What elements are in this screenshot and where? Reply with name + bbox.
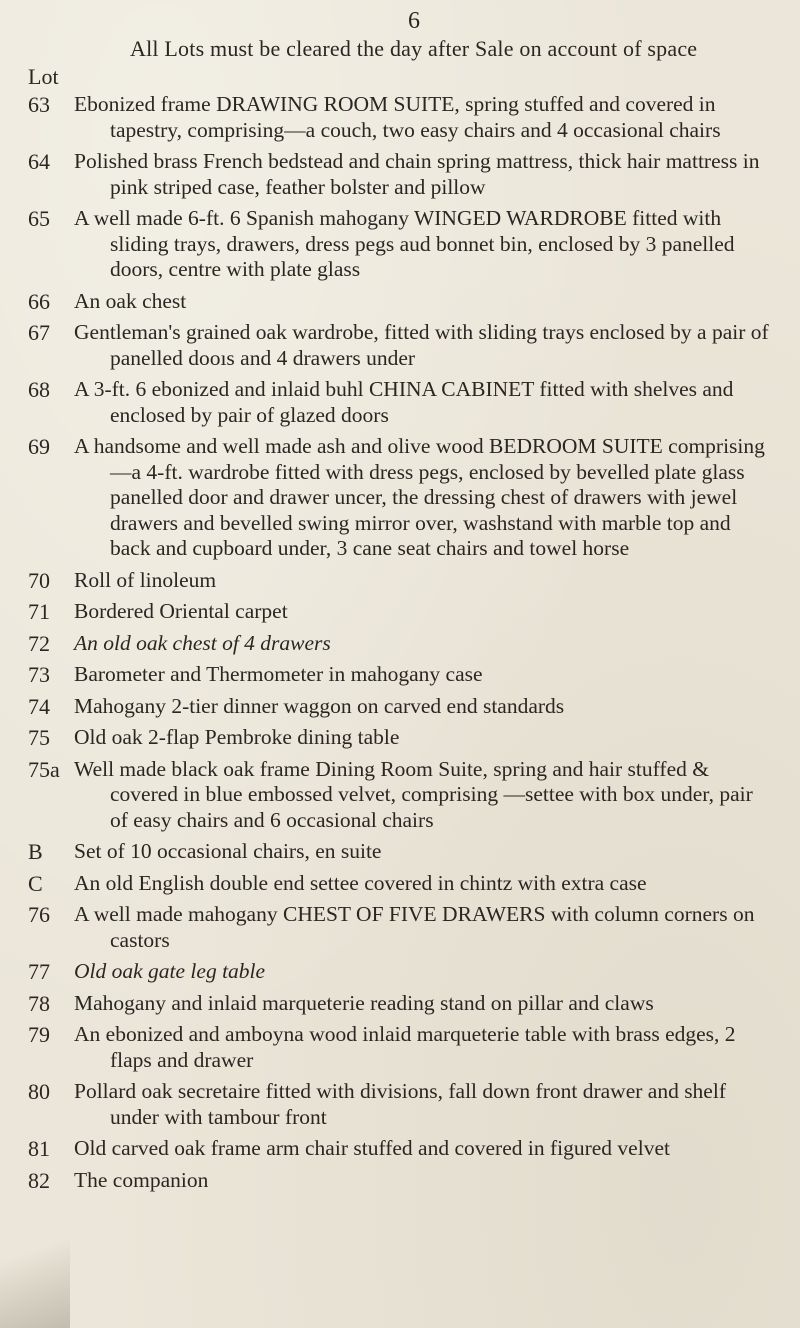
lot-entry-64 [0, 149, 800, 200]
lot-number: 82 [28, 1167, 50, 1193]
lot-description: Ebonized frame DRAWING ROOM SUITE, spring stuffed and covered in tapestry, comprising—a couch, two easy chairs and 4 occasional chairs [74, 92, 721, 142]
lot-entry-80 [0, 1079, 800, 1130]
clearance-notice: All Lots must be cleared the day after Sale on account of space [130, 36, 698, 61]
lot-description: Bordered Oriental carpet [74, 599, 288, 623]
lot-entry-68 [0, 377, 800, 428]
lot-number: 67 [28, 320, 50, 345]
lot-entry-75 [0, 725, 800, 751]
lot-description: An oak chest [74, 288, 187, 313]
page-number: 6 [408, 8, 420, 34]
lot-entry-74 [0, 694, 800, 720]
lot-entry-b [0, 839, 800, 865]
lot-description: Mahogany and inlaid marqueterie reading stand on pillar and claws [74, 990, 654, 1015]
lot-description: A 3-ft. 6 ebonized and inlaid buhl CHINA CABINET fitted with shelves and enclosed by pair of glazed doors [74, 377, 734, 427]
lot-entry-82 [0, 1168, 800, 1194]
lot-entry-72 [0, 631, 800, 657]
lot-entry-63 [0, 92, 800, 143]
lot-description: A well made 6-ft. 6 Spanish mahogany WINGED WARDROBE fitted with sliding trays, drawers, dress pegs aud bonnet bin, enclosed by 3 panelled doors, centre with plate glass [74, 206, 735, 281]
lot-description: Polished brass French bedstead and chain spring mattress, thick hair mattress in pink striped case, feather bolster and pillow [74, 149, 760, 199]
lot-list [0, 92, 800, 1199]
lot-number: 65 [28, 206, 50, 231]
lot-description: Roll of linoleum [74, 567, 217, 592]
lot-description: Pollard oak secretaire fitted with divisions, fall down front drawer and shelf under with tambour front [74, 1079, 726, 1129]
lot-entry-69 [0, 434, 800, 562]
lot-number: 70 [28, 567, 50, 593]
lot-number: 66 [28, 288, 50, 314]
lot-number: 81 [28, 1136, 50, 1161]
lot-number: B [28, 839, 43, 864]
lot-entry-77 [0, 959, 800, 985]
lot-description: Mahogany 2-tier dinner waggon on carved end standards [74, 693, 565, 718]
lot-entry-70 [0, 568, 800, 594]
lot-number: 63 [28, 92, 50, 117]
lot-description: Old carved oak frame arm chair stuffed and covered in figured velvet [74, 1136, 670, 1160]
lot-entry-c [0, 871, 800, 897]
lot-entry-73 [0, 662, 800, 688]
lot-description: An old English double end settee covered in chintz with extra case [74, 870, 647, 895]
lot-number: 77 [28, 959, 50, 984]
lot-number: 74 [28, 693, 50, 719]
lot-entry-67 [0, 320, 800, 371]
lot-description: A handsome and well made ash and olive wood BEDROOM SUITE comprising—a 4-ft. wardrobe fitted with dress pegs, enclosed by bevelled plate glass panelled door and drawer uncer, the dressing chest of drawers with jewel drawers and bevelled swing mirror over, washstand with marble top and back and cupboard under, 3 cane seat chairs and towel horse [74, 434, 765, 560]
lot-number: 76 [28, 902, 50, 927]
lot-number: 68 [28, 377, 50, 402]
lot-number: C [28, 870, 43, 896]
lot-description: The companion [74, 1167, 209, 1192]
lot-description: Well made black oak frame Dining Room Suite, spring and hair stuffed & covered in blue embossed velvet, comprising —settee with box under, pair of easy chairs and 6 occasional chairs [74, 756, 753, 832]
lot-description: Old oak 2-flap Pembroke dining table [74, 725, 400, 749]
lot-description: An old oak chest of 4 drawers [74, 630, 331, 655]
lot-number: 80 [28, 1079, 50, 1104]
lot-description: A well made mahogany CHEST OF FIVE DRAWERS with column corners on castors [74, 902, 755, 952]
lot-number: 79 [28, 1022, 50, 1047]
lot-entry-75a [0, 757, 800, 834]
lot-entry-79 [0, 1022, 800, 1073]
lot-number: 71 [28, 599, 50, 624]
page-edge-shadow [0, 1200, 70, 1328]
lot-entry-66 [0, 289, 800, 315]
lot-description: Gentleman's grained oak wardrobe, fitted with sliding trays enclosed by a pair of panelled dooıs and 4 drawers under [74, 320, 769, 370]
lot-description: Old oak gate leg table [74, 959, 266, 983]
lot-number: 73 [28, 662, 50, 687]
lot-number: 64 [28, 149, 50, 174]
lot-number: 75 [28, 725, 50, 750]
lot-entry-81 [0, 1136, 800, 1162]
lot-number: 75a [28, 756, 60, 782]
lot-description: Barometer and Thermometer in mahogany case [74, 662, 483, 686]
lot-description: An ebonized and amboyna wood inlaid marqueterie table with brass edges, 2 flaps and drawer [74, 1022, 736, 1072]
lot-column-heading: Lot [28, 64, 59, 89]
lot-entry-78 [0, 991, 800, 1017]
lot-number: 78 [28, 990, 50, 1016]
lot-number: 69 [28, 434, 50, 459]
lot-description: Set of 10 occasional chairs, en suite [74, 839, 382, 863]
lot-entry-71 [0, 599, 800, 625]
lot-entry-76 [0, 902, 800, 953]
lot-entry-65 [0, 206, 800, 283]
lot-number: 72 [28, 630, 50, 656]
